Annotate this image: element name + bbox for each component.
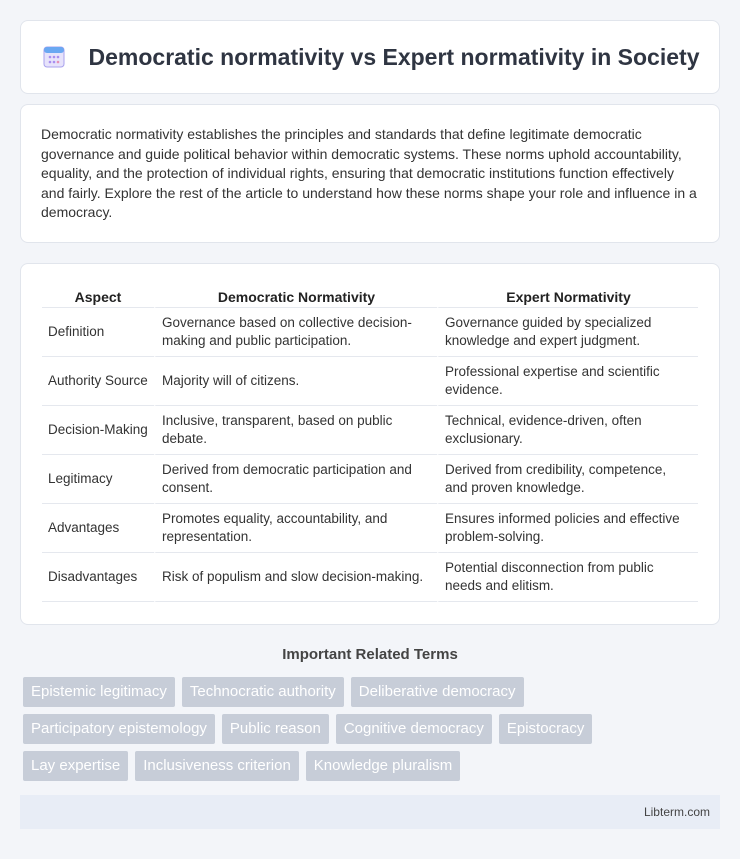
row-expert: Ensures informed policies and effective problem-solving. (437, 504, 698, 553)
related-term-tag[interactable]: Inclusiveness criterion (135, 751, 299, 781)
comparison-card (20, 263, 720, 625)
row-aspect: Advantages (42, 504, 154, 553)
comparison-table (42, 284, 698, 602)
tag-row (23, 714, 723, 744)
row-democratic: Majority will of citizens. (154, 357, 437, 406)
table-row (42, 504, 698, 553)
row-expert: Governance guided by specialized knowledge and expert judgment. (437, 308, 698, 357)
table-header-row (42, 284, 698, 308)
table-row (42, 455, 698, 504)
row-democratic: Inclusive, transparent, based on public debate. (154, 406, 437, 455)
page-title: Democratic normativity vs Expert normativity in Society (88, 43, 700, 70)
row-expert: Technical, evidence-driven, often exclusionary. (437, 406, 698, 455)
footer-site-link[interactable]: Libterm.com (643, 805, 710, 819)
header-aspect: Aspect (42, 284, 154, 308)
related-term-tag[interactable]: Participatory epistemology (23, 714, 215, 744)
document-icon (41, 44, 67, 70)
row-democratic: Promotes equality, accountability, and representation. (154, 504, 437, 553)
intro-card (20, 104, 720, 243)
related-term-tag[interactable]: Deliberative democracy (351, 677, 524, 707)
row-aspect: Disadvantages (42, 553, 154, 602)
row-aspect: Definition (42, 308, 154, 357)
related-term-tag[interactable]: Lay expertise (23, 751, 128, 781)
related-term-tag[interactable]: Knowledge pluralism (306, 751, 460, 781)
related-terms-list (23, 677, 723, 788)
tag-row (23, 677, 723, 707)
table-row (42, 406, 698, 455)
table-row (42, 357, 698, 406)
footer (20, 795, 720, 829)
table-row (42, 553, 698, 602)
row-expert: Professional expertise and scientific evidence. (437, 357, 698, 406)
related-terms-heading: Important Related Terms (282, 646, 458, 663)
header-democratic: Democratic Normativity (154, 284, 437, 308)
tag-row (23, 751, 723, 781)
row-democratic: Governance based on collective decision-making and public participation. (154, 308, 437, 357)
row-aspect: Decision-Making (42, 406, 154, 455)
row-expert: Derived from credibility, competence, and proven knowledge. (437, 455, 698, 504)
related-term-tag[interactable]: Epistemic legitimacy (23, 677, 175, 707)
related-term-tag[interactable]: Epistocracy (499, 714, 593, 744)
intro-paragraph: Democratic normativity establishes the principles and standards that define legitimate democratic governance and guide political behavior within democratic systems. These norms uphold accountability, equality, and the protection of individual rights, ensuring that democratic institutions function effectively and fairly. Explore the rest of the article to understand how these norms shape your role and influence in a democracy. (41, 126, 697, 220)
row-democratic: Derived from democratic participation and consent. (154, 455, 437, 504)
row-expert: Potential disconnection from public needs and elitism. (437, 553, 698, 602)
related-term-tag[interactable]: Cognitive democracy (336, 714, 492, 744)
row-democratic: Risk of populism and slow decision-making. (154, 553, 437, 602)
row-aspect: Authority Source (42, 357, 154, 406)
header-expert: Expert Normativity (437, 284, 698, 308)
related-term-tag[interactable]: Public reason (222, 714, 329, 744)
title-card (20, 20, 720, 94)
related-term-tag[interactable]: Technocratic authority (182, 677, 344, 707)
table-row (42, 308, 698, 357)
row-aspect: Legitimacy (42, 455, 154, 504)
